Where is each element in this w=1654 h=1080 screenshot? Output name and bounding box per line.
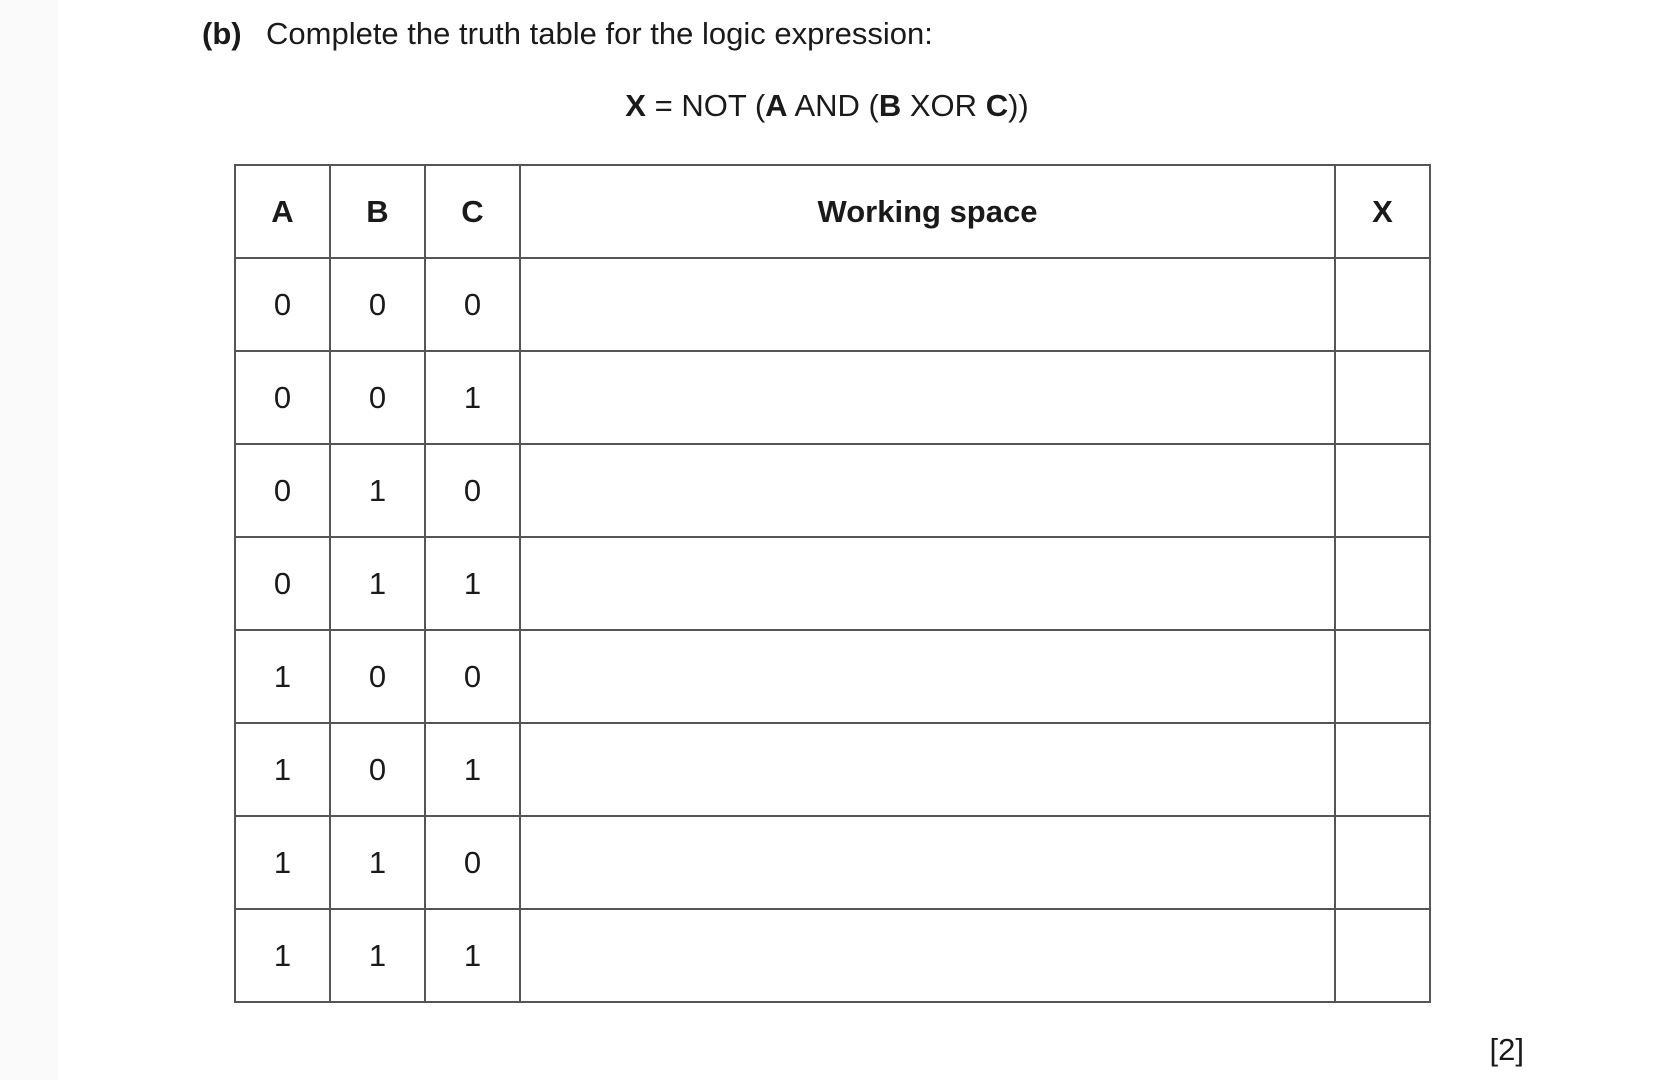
answer-x-cell[interactable]	[1335, 723, 1430, 816]
table-row	[235, 816, 1430, 909]
cell-a: 0	[235, 351, 330, 444]
answer-x-cell[interactable]	[1335, 351, 1430, 444]
cell-a: 0	[235, 258, 330, 351]
working-space-cell[interactable]	[520, 909, 1335, 1002]
cell-b: 0	[330, 351, 425, 444]
table-row	[235, 630, 1430, 723]
cell-a: 1	[235, 630, 330, 723]
cell-a: 1	[235, 909, 330, 1002]
working-space-cell[interactable]	[520, 258, 1335, 351]
cell-b: 0	[330, 258, 425, 351]
working-space-cell[interactable]	[520, 816, 1335, 909]
truth-table-header-row	[235, 165, 1430, 258]
cell-a: 0	[235, 537, 330, 630]
cell-a: 1	[235, 816, 330, 909]
table-row	[235, 444, 1430, 537]
cell-a: 1	[235, 723, 330, 816]
table-row	[235, 723, 1430, 816]
working-space-cell[interactable]	[520, 351, 1335, 444]
table-row	[235, 909, 1430, 1002]
cell-c: 0	[425, 258, 520, 351]
cell-c: 1	[425, 537, 520, 630]
expression-not: NOT	[681, 88, 747, 123]
working-space-cell[interactable]	[520, 537, 1335, 630]
question-label: (b)	[202, 16, 242, 51]
truth-table	[234, 164, 1431, 1003]
answer-x-cell[interactable]	[1335, 909, 1430, 1002]
expression-equals: =	[654, 88, 673, 123]
question-text: Complete the truth table for the logic expression:	[266, 16, 933, 51]
cell-c: 1	[425, 909, 520, 1002]
answer-x-cell[interactable]	[1335, 537, 1430, 630]
expression-variable-b: B	[878, 88, 902, 123]
cell-c: 1	[425, 723, 520, 816]
expression-paren-open: (	[754, 88, 766, 123]
marks-allocation: [2]	[1489, 1032, 1524, 1067]
header-working-space: Working space	[520, 165, 1335, 258]
expression-paren-close: ))	[1008, 88, 1029, 123]
expression-paren-open-inner: (	[868, 88, 879, 123]
answer-x-cell[interactable]	[1335, 258, 1430, 351]
logic-expression	[0, 86, 1654, 126]
working-space-cell[interactable]	[520, 444, 1335, 537]
cell-c: 0	[425, 630, 520, 723]
cell-c: 1	[425, 351, 520, 444]
header-x: X	[1335, 165, 1430, 258]
expression-xor: XOR	[909, 88, 978, 123]
working-space-cell[interactable]	[520, 723, 1335, 816]
expression-variable-a: A	[765, 88, 788, 123]
page-margin-shade	[0, 0, 58, 1080]
table-row	[235, 537, 1430, 630]
question-prompt	[202, 14, 933, 54]
expression-output-variable: X	[625, 88, 646, 123]
table-row	[235, 351, 1430, 444]
cell-b: 0	[330, 630, 425, 723]
cell-b: 1	[330, 444, 425, 537]
expression-and: AND	[794, 88, 860, 123]
answer-x-cell[interactable]	[1335, 444, 1430, 537]
expression-variable-c: C	[985, 88, 1009, 123]
cell-c: 0	[425, 816, 520, 909]
table-row	[235, 258, 1430, 351]
cell-b: 1	[330, 537, 425, 630]
header-c: C	[425, 165, 520, 258]
cell-c: 0	[425, 444, 520, 537]
answer-x-cell[interactable]	[1335, 816, 1430, 909]
header-b: B	[330, 165, 425, 258]
answer-x-cell[interactable]	[1335, 630, 1430, 723]
working-space-cell[interactable]	[520, 630, 1335, 723]
cell-b: 0	[330, 723, 425, 816]
header-a: A	[235, 165, 330, 258]
cell-b: 1	[330, 909, 425, 1002]
cell-a: 0	[235, 444, 330, 537]
cell-b: 1	[330, 816, 425, 909]
